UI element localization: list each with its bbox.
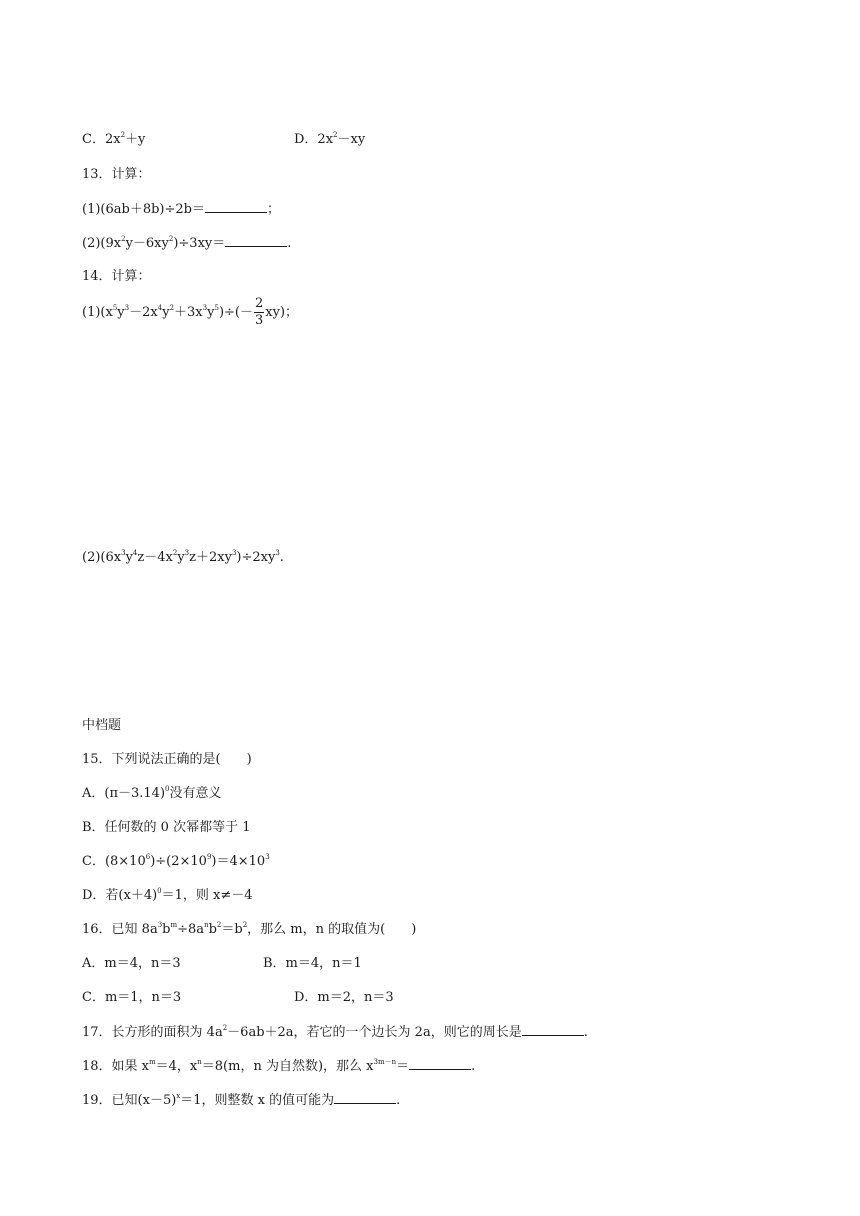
q13-part2: $(2)(9x^2y-6xy^2)\div 3xy=$ .: [82, 235, 292, 251]
q15-option-d: D．若$(x+4)^0=1$，则 x≠－4: [82, 887, 253, 903]
q16-option-d: D．m＝2，n＝3: [294, 990, 394, 1005]
q15-stem: 15．下列说法正确的是( ): [82, 752, 252, 767]
q12-option-d: D．$2x^2-xy$: [294, 131, 366, 147]
q16-option-b: B．m＝4，n＝1: [263, 956, 362, 971]
q16-stem: 16．已知 $8a^3b^m\div 8a^nb^2=b^2$，那么 m，n 的取值为( ): [82, 921, 417, 937]
q15-option-c: C．$(8\times 10^6)\div(2\times 10^9)=4\times 10^3$: [82, 853, 270, 869]
q12-option-c: C．$2x^2+y$: [82, 131, 146, 147]
q14-part2: $(2)(6x^3y^4z-4x^2y^3z+2xy^3)\div 2xy^3$.: [82, 549, 284, 565]
section-title: 中档题: [82, 718, 122, 733]
q13-title: 13．计算：: [82, 167, 151, 182]
answer-blank[interactable]: [409, 1057, 471, 1070]
q15-option-b: B．任何数的 0 次幂都等于 1: [82, 820, 251, 835]
q16-option-c: C．m＝1，n＝3: [82, 990, 182, 1005]
answer-blank[interactable]: [205, 200, 267, 213]
q15-option-a: A．$(\pi-3.14)^0$没有意义: [82, 785, 222, 801]
q13-part1: (1)(6ab＋8b)÷2b＝ ；: [82, 202, 280, 217]
q18-stem: 18．如果 $x^m=4$，$x^n=8(m$，n 为自然数)，那么 $x^{3m-n}=$ .: [82, 1058, 476, 1074]
answer-blank[interactable]: [522, 1023, 584, 1036]
q14-title: 14．计算：: [82, 269, 151, 284]
answer-blank[interactable]: [334, 1091, 396, 1104]
q19-stem: 19．已知$(x-5)^x=1$，则整数 x 的值可能为 .: [82, 1092, 401, 1108]
q17-stem: 17．长方形的面积为 $4a^2-6ab+2a$，若它的一个边长为 2a，则它的周长是 .: [82, 1024, 588, 1040]
fraction: $\frac{2}{3}$: [254, 296, 264, 328]
q16-option-a: A．m＝4，n＝3: [82, 956, 181, 971]
q14-part1: $(1)(x^5y^3-2x^4y^2+3x^3y^5)\div(-$ $\frac{2}{3}$ xy)；: [82, 296, 299, 328]
answer-blank[interactable]: [225, 234, 287, 247]
